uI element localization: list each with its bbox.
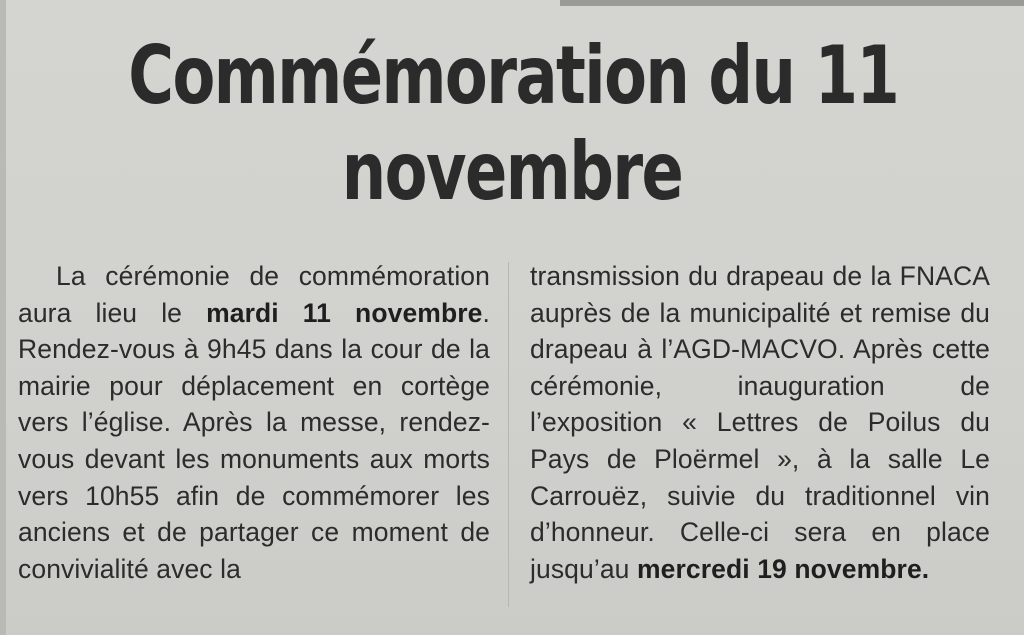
article-headline [128,28,899,220]
headline-line-1: Commémoration du 11 [128,29,899,122]
left-column [18,258,490,587]
column-gutter [508,262,509,607]
event-date: mardi 11 novembre [206,297,483,328]
left-text-part-1: La cérémonie de commémoration aura lieu le [18,261,490,328]
top-rule [560,0,1024,6]
left-edge [0,0,6,635]
exhibition-end-date: mercredi 19 novembre. [636,553,930,584]
right-column [530,258,990,587]
left-text-part-2: . Rendez-vous à 9h45 dans la cour de la mairie pour déplacement en cortège vers l’église. Après la messe, rendez-vous devant les monuments aux morts vers 10h55 afin de commémorer les anciens et de partager ce moment de convivialité avec la [18,297,490,584]
headline-line-2: novembre [341,125,683,218]
right-text-part-1: transmission du drapeau de la FNACA auprès de la municipalité et remise du drapeau à l’AGD-MACVO. Après cette cérémonie, inauguration de l’exposition « Lettres de Poilus du Pays de Ploërmel », à la salle Le Carrouëz, suivie du traditionnel vin d’honneur. Celle-ci sera en place jusqu’au [530,261,990,584]
